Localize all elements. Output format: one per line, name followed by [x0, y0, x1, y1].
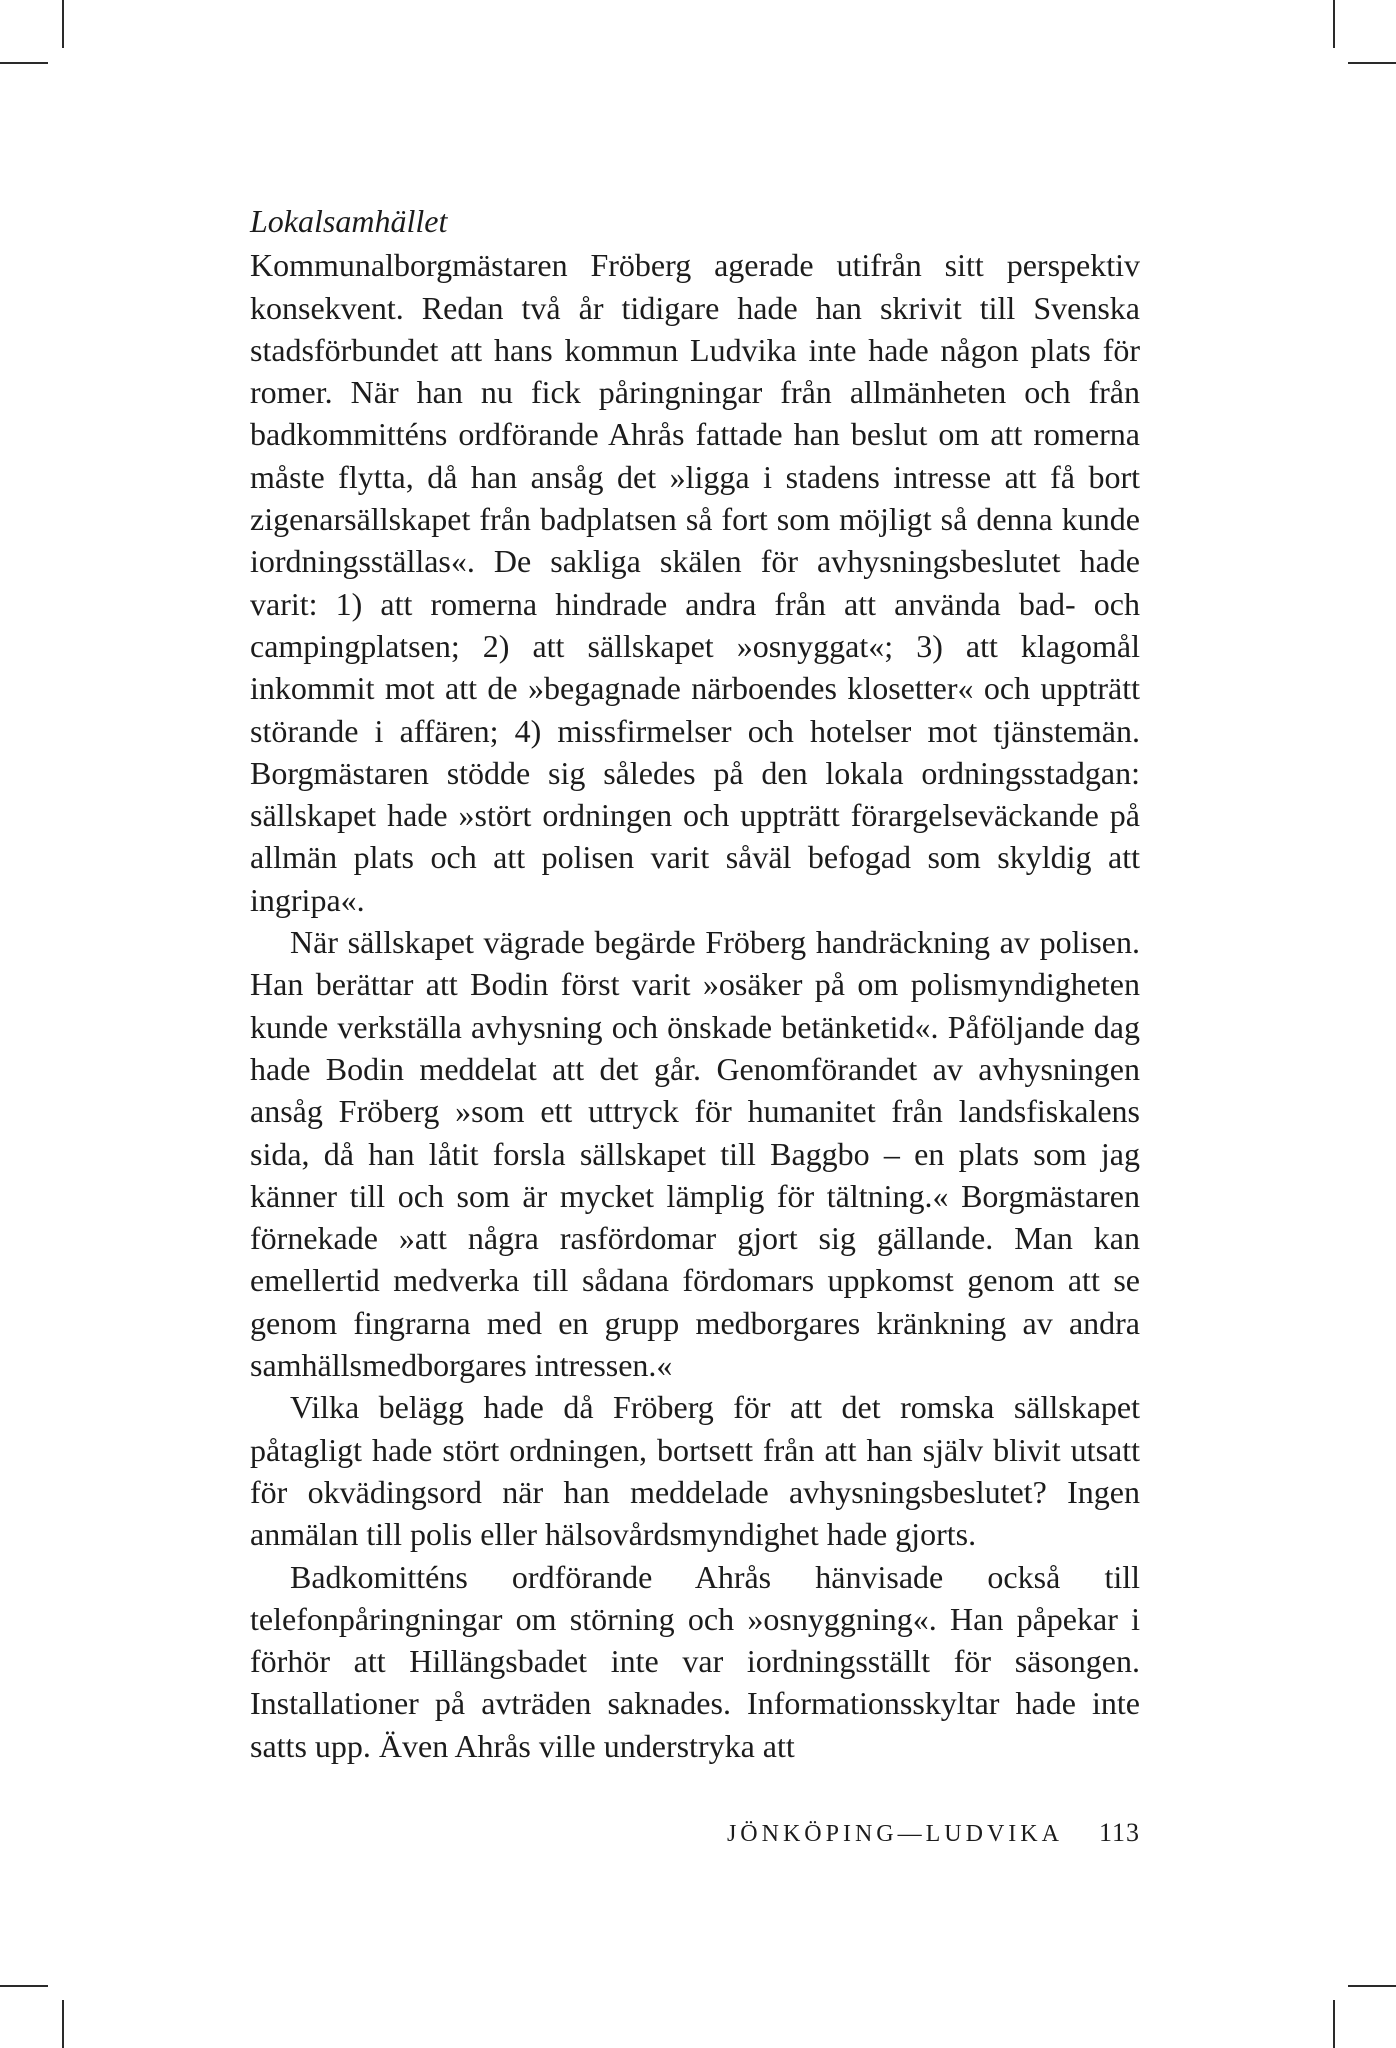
- paragraph-1: Kommunalborgmästaren Fröberg agerade utifrån sitt perspektiv konsekvent. Redan två år tidigare hade han skrivit till Svenska stadsförbundet att hans kommun Ludvika inte hade någon plats för romer. När han nu fick påringningar från allmänheten och från badkommitténs ordförande Ahrås fattade han beslut om att romerna måste flytta, då han ansåg det »ligga i stadens intresse att få bort zigenarsällskapet från badplatsen så fort som möjligt så denna kunde iordningsställas«. De sakliga skälen för avhysningsbeslutet hade varit: 1) att romerna hindrade andra från att använda bad- och campingplatsen; 2) att sällskapet »osnyggat«; 3) att klagomål inkommit mot att de »begagnade närboendes klosetter« och uppträtt störande i affären; 4) missfirmelser och hotelser mot tjänstemän. Borgmästaren stödde sig således på den lokala ordningsstadgan: sällskapet hade »stört ordningen och uppträtt förargelseväckande på allmän plats och att polisen varit såväl befogad som skyldig att ingripa«.: [250, 247, 1140, 918]
- body-text-block: [250, 200, 1140, 1767]
- crop-mark-top-left: [62, 0, 64, 48]
- paragraph-3: Vilka belägg hade då Fröberg för att det romska sällskapet påtagligt hade stört ordningen, bortsett från att han själv blivit utsatt för okvädingsord när han meddelade avhysningsbeslutet? Ingen anmälan till polis eller hälsovårdsmyndighet hade gjorts.: [250, 1389, 1140, 1553]
- paragraph-2: När sällskapet vägrade begärde Fröberg handräckning av polisen. Han berättar att Bodin först varit »osäker på om polismyndigheten kunde verkställa avhysning och önskade betänketid«. Påföljande dag hade Bodin meddelat att det går. Genomförandet av avhysningen ansåg Fröberg »som ett uttryck för humanitet från landsfiskalens sida, då han låtit forsla sällskapet till Baggbo – en plats som jag känner till och som är mycket lämplig för tältning.« Borgmästaren förnekade »att några rasfördomar gjort sig gällande. Man kan emellertid medverka till sådana fördomars uppkomst genom att se genom fingrarna med en grupp medborgares kränkning av andra samhällsmedborgares intressen.«: [250, 924, 1140, 1384]
- paragraph-4: Badkomitténs ordförande Ahrås hänvisade också till telefonpåringningar om störning och »osnyggning«. Han påpekar i förhör att Hillängsbadet inte var iordningsställt för säsongen. Installationer på avträden saknades. Informationsskyltar hade inte satts upp. Även Ahrås ville understryka att: [250, 1558, 1140, 1764]
- running-footer: [727, 1818, 1140, 1848]
- crop-mark-top-right: [1333, 0, 1335, 48]
- section-title: Lokalsamhället: [250, 203, 448, 239]
- crop-mark-top-right-horizontal: [1348, 62, 1396, 64]
- crop-mark-bottom-right-horizontal: [1348, 1985, 1396, 1987]
- page-number: 113: [1098, 1818, 1140, 1847]
- crop-mark-bottom-right: [1333, 2000, 1335, 2048]
- crop-mark-bottom-left: [62, 2000, 64, 2048]
- running-footer-title: JÖNKÖPING—LUDVIKA: [726, 1821, 1063, 1847]
- crop-mark-bottom-left-horizontal: [0, 1985, 48, 1987]
- crop-mark-top-left-horizontal: [0, 62, 48, 64]
